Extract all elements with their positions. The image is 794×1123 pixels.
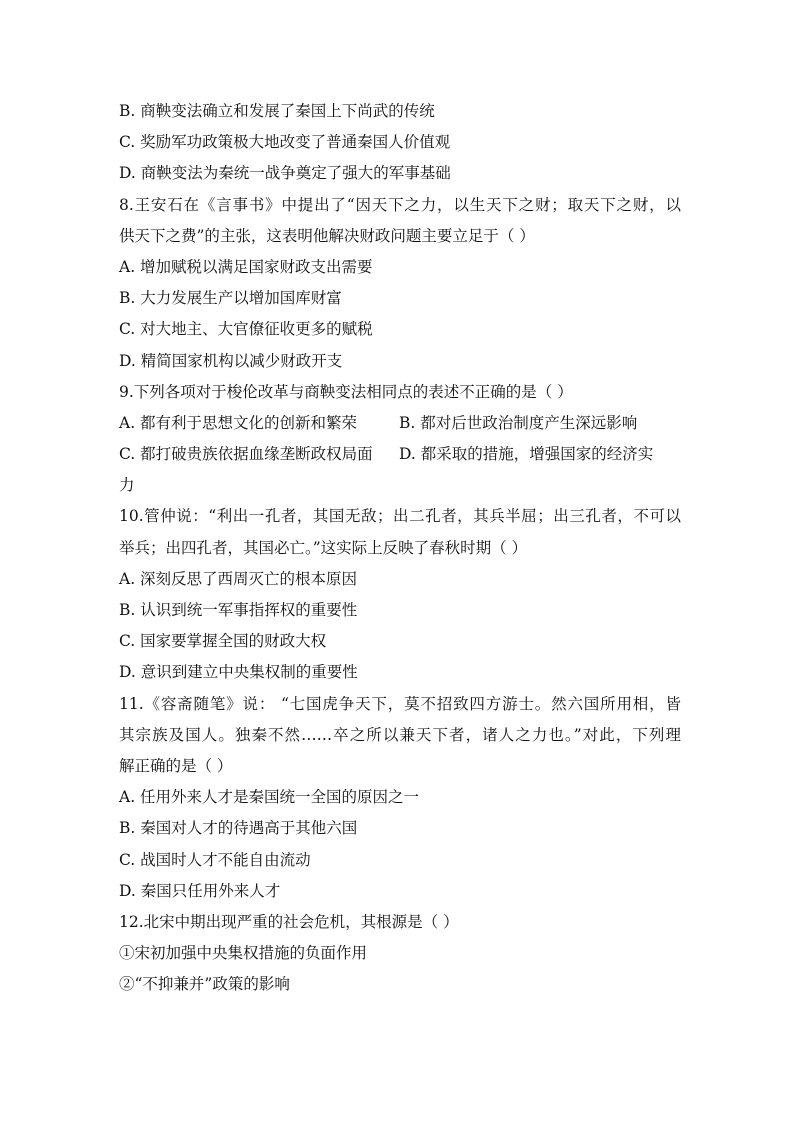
q12-item-1: ①宋初加强中央集权措施的负面作用 [119, 944, 368, 963]
q9-option-d: D. 都采取的措施，增强国家的经济实 [399, 445, 654, 464]
q7-option-c: C. 奖励军功政策极大地改变了普通秦国人价值观 [119, 133, 451, 152]
q11-option-b: B. 秦国对人才的待遇高于其他六国 [119, 819, 358, 838]
q11-stem-line-3: 解正确的是（ ） [119, 756, 233, 775]
q9-option-a: A. 都有利于思想文化的创新和繁荣 [119, 413, 358, 432]
q11-stem-line-2: 其宗族及国人。独秦不然……卒之所以兼天下者，诸人之力也。”对此，下列理 [119, 725, 681, 744]
q8-option-a: A. 增加赋税以满足国家财政支出需要 [119, 257, 373, 276]
q9-options-row-1 [119, 408, 681, 439]
q12-item-2: ②“不抑兼并”政策的影响 [119, 975, 290, 994]
document-body [119, 96, 681, 1000]
q7-option-b: B. 商鞅变法确立和发展了秦国上下尚武的传统 [119, 102, 435, 120]
q8-option-c: C. 对大地主、大官僚征收更多的赋税 [119, 320, 373, 339]
q11-stem-line-1: 11.《容斋随笔》说： “七国虎争天下，莫不招致四方游士。然六国所用相，皆 [119, 694, 681, 713]
q9-option-b: B. 都对后世政治制度产生深远影响 [399, 413, 638, 432]
q8-option-b: B. 大力发展生产以增加国库财富 [119, 289, 342, 308]
q9-options-row-2 [119, 439, 681, 470]
q11-option-d: D. 秦国只任用外来人才 [119, 881, 281, 900]
q8-stem-line-2: 供天下之费”的主张，这表明他解决财政问题主要立足于（ ） [119, 226, 535, 245]
q9-stem: 9.下列各项对于梭伦改革与商鞅变法相同点的表述不正确的是（ ） [119, 382, 573, 401]
q9-option-d-wrap: 力 [119, 476, 135, 495]
q9-option-c: C. 都打破贵族依据血缘垄断政权局面 [119, 445, 373, 464]
q8-option-d: D. 精简国家机构以减少财政开支 [119, 351, 343, 370]
q10-option-c: C. 国家要掌握全国的财政大权 [119, 632, 327, 651]
q10-stem-line-1: 10.管仲说：“利出一孔者，其国无敌；出二孔者，其兵半屈；出三孔者，不可以 [119, 507, 681, 526]
q10-option-d: D. 意识到建立中央集权制的重要性 [119, 663, 358, 682]
q10-option-a: A. 深刻反思了西周灭亡的根本原因 [119, 569, 358, 588]
q11-option-a: A. 任用外来人才是秦国统一全国的原因之一 [119, 788, 420, 807]
q8-stem-line-1: 8.王安石在《言事书》中提出了“因天下之力，以生天下之财；取天下之财，以 [119, 195, 681, 214]
q12-stem: 12.北宋中期出现严重的社会危机，其根源是（ ） [119, 912, 459, 931]
q10-option-b: B. 认识到统一军事指挥权的重要性 [119, 601, 358, 619]
q11-option-c: C. 战国时人才不能自由流动 [119, 850, 311, 869]
q7-option-d: D. 商鞅变法为秦统一战争奠定了强大的军事基础 [119, 164, 451, 183]
q10-stem-line-2: 举兵；出四孔者，其国必亡。”这实际上反映了春秋时期（ ） [119, 538, 528, 557]
